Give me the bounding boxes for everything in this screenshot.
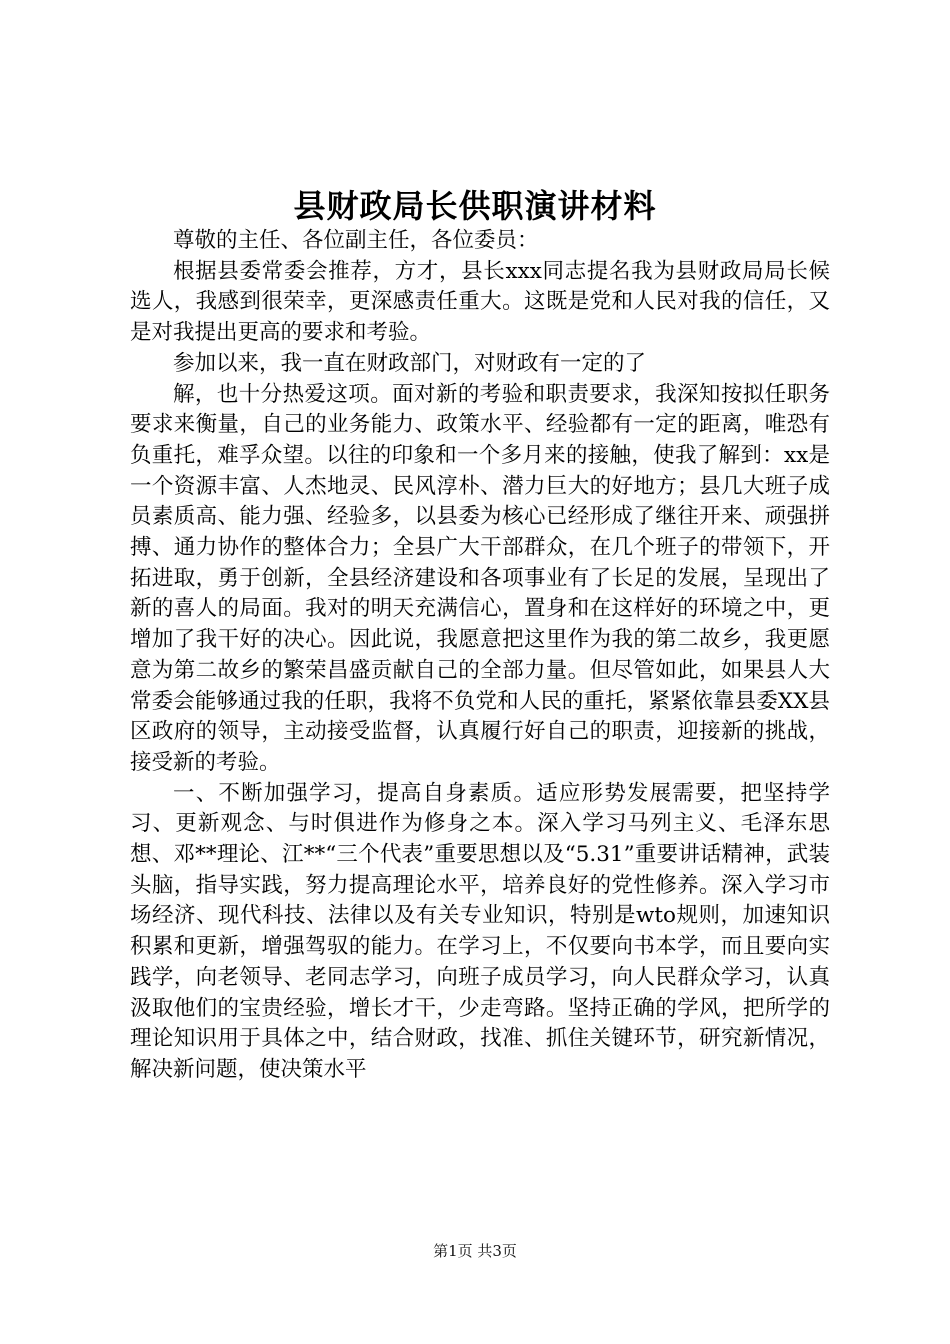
document-title: 县财政局长供职演讲材料 — [293, 187, 657, 225]
body-paragraph: 一、不断加强学习，提高自身素质。适应形势发展需要，把坚持学习、更新观念、与时俱进作为修身之本。深入学习马列主义、毛泽东思想、邓**理论、江**“三个代表”重要思想以及“5.31”重要讲话精神，武装头脑，指导实践，努力提高理论水平，培养良好的党性修养。深入学习市场经济、现代科技、法律以及有关专业知识，特别是wto规则，加速知识积累和更新，增强驾驭的能力。在学习上，不仅要向书本学，而且要向实践学，向老领导、老同志学习，向班子成员学习，向人民群众学习，认真汲取他们的宝贵经验，增长才干，少走弯路。坚持正确的学风，把所学的理论知识用于具体之中，结合财政，找准、抓住关键环节，研究新情况，解决新问题，使决策水平 — [130, 780, 830, 1082]
page-number-footer: 第1页 共3页 — [433, 1242, 517, 1260]
body-paragraph: 解，也十分热爱这项。面对新的考验和职责要求，我深知按拟任职务要求来衡量，自己的业务能力、政策水平、经验都有一定的距离，唯恐有负重托，难孚众望。以往的印象和一个多月来的接触，使我了解到：xx是一个资源丰富、人杰地灵、民风淳朴、潜力巨大的好地方；县几大班子成员素质高、能力强、经验多，以县委为核心已经形成了继往开来、顽强拼搏、通力协作的整体合力；全县广大干部群众，在几个班子的带领下，开拓进取，勇于创新，全县经济建设和各项事业有了长足的发展，呈现出了新的喜人的局面。我对的明天充满信心，置身和在这样好的环境之中，更增加了我干好的决心。因此说，我愿意把这里作为我的第二故乡，我更愿意为第二故乡的繁荣昌盛贡献自己的全部力量。但尽管如此，如果县人大常委会能够通过我的任职，我将不负党和人民的重托，紧紧依靠县委XX县区政府的领导，主动接受监督，认真履行好自己的职责，迎接新的挑战，接受新的考验。 — [130, 381, 830, 775]
document-body — [130, 226, 830, 1086]
body-paragraph: 参加以来，我一直在财政部门，对财政有一定的了 — [173, 350, 647, 376]
salutation-paragraph: 尊敬的主任、各位副主任，各位委员： — [173, 228, 539, 253]
body-paragraph: 根据县委常委会推荐，方才，县长xxx同志提名我为县财政局局长候选人，我感到很荣幸，更深感责任重大。这既是党和人民对我的信任，又是对我提出更高的要求和考验。 — [130, 258, 830, 346]
